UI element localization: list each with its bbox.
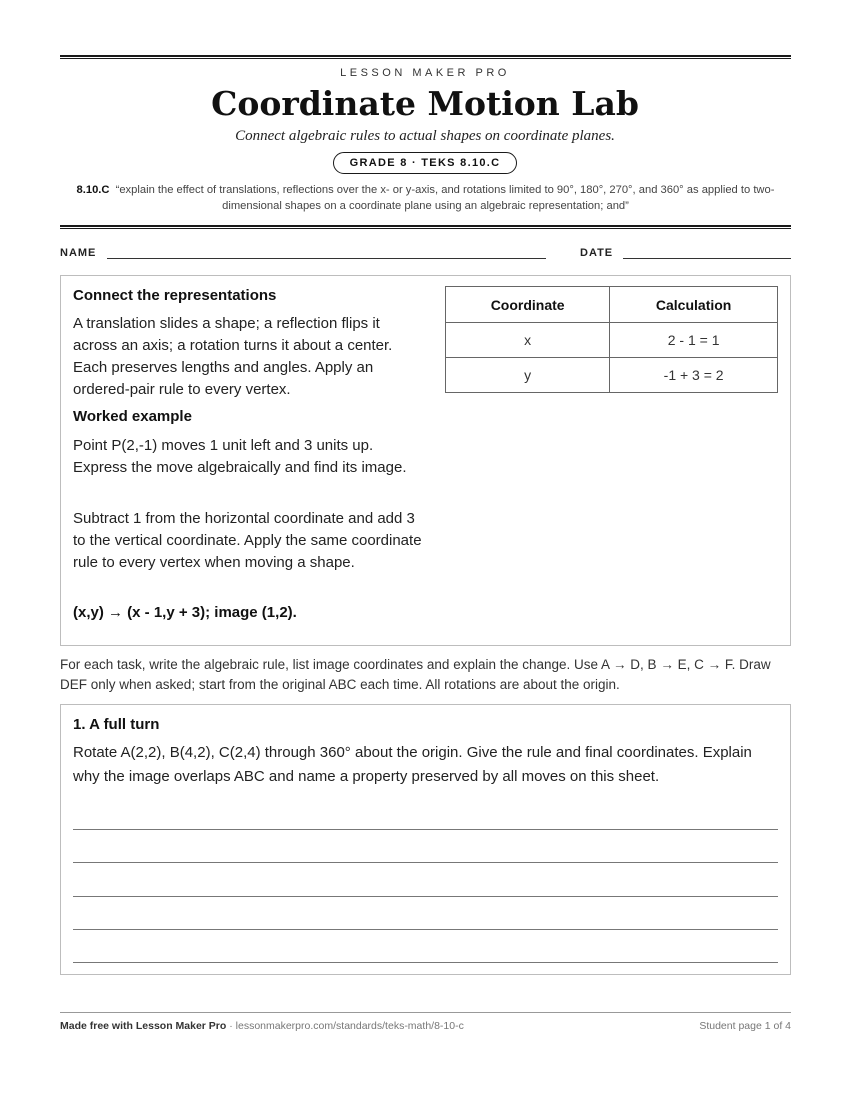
footer-credit: Made free with Lesson Maker Pro · lessonmakerpro.com/standards/teks-math/8-10-c [60,1020,464,1032]
calculation-table [445,286,778,393]
date-field[interactable] [623,258,791,259]
brand-name: LESSON MAKER PRO [340,67,510,79]
grade-standard-badge: GRADE 8 · TEKS 8.10.C [333,152,518,174]
worked-example-problem: Point P(2,-1) moves 1 unit left and 3 units up. Express the move algebraically and find its image. [73,437,407,476]
date-label: DATE [580,247,614,259]
page-number: Student page 1 of 4 [699,1020,791,1032]
table-header-cell: Calculation [610,287,778,323]
standard-text: “explain the effect of translations, reflections over the x- or y-axis, and rotations limited to 90°, 180°, 270°, and 360° as applied to two-dimensional shapes on a coordinate plane using an algebraic representation; and” [115,184,775,212]
page-subtitle: Connect algebraic rules to actual shapes on coordinate planes. [235,128,615,144]
table-cell: 2 - 1 = 1 [610,323,778,358]
connect-text: A translation slides a shape; a reflection flips it across an axis; a rotation turns it about a center. Each preserves lengths and angles. Apply an ordered-pair rule to every vertex. [73,315,393,398]
header-bottom-rule [60,225,791,229]
standard-code: 8.10.C [76,184,110,196]
table-row [446,323,778,358]
table-header-row [446,287,778,323]
footer-made-with: Made free with Lesson Maker Pro [60,1020,227,1032]
task-instructions: For each task, write the algebraic rule, list image coordinates and explain the change. Use A → D, B → E, C → F. Draw DEF only when asked; start from the original ABC each time. All rotations are about the origin. [60,657,771,692]
page-title: Coordinate Motion Lab [211,84,639,123]
header-top-rule [60,55,791,59]
table-row [446,358,778,393]
footer-rule [60,1012,791,1013]
answer-line[interactable] [73,829,778,830]
answer-line[interactable] [73,962,778,963]
table-cell: x [446,323,610,358]
task-text: Rotate A(2,2), B(4,2), C(2,4) through 360° about the origin. Give the rule and final coordinates. Explain why the image overlaps ABC and name a property preserved by all moves on this sheet. [73,744,752,785]
worked-example-solution: Subtract 1 from the horizontal coordinate and add 3 to the vertical coordinate. Apply the same coordinate rule to every vertex when moving a shape. [73,510,422,571]
task-title: 1. A full turn [73,716,160,733]
worked-example-result: (x,y) → (x - 1,y + 3); image (1,2). [73,604,297,621]
table-cell: -1 + 3 = 2 [610,358,778,393]
connect-heading: Connect the representations [73,287,277,304]
standard-description [60,182,791,214]
footer-url[interactable]: lessonmakerpro.com/standards/teks-math/8-10-c [235,1020,464,1032]
table-header-cell: Coordinate [446,287,610,323]
answer-line[interactable] [73,896,778,897]
worked-example-heading: Worked example [73,408,192,425]
name-label: NAME [60,247,97,259]
table-cell: y [446,358,610,393]
name-field[interactable] [107,258,546,259]
answer-line[interactable] [73,929,778,930]
answer-line[interactable] [73,862,778,863]
